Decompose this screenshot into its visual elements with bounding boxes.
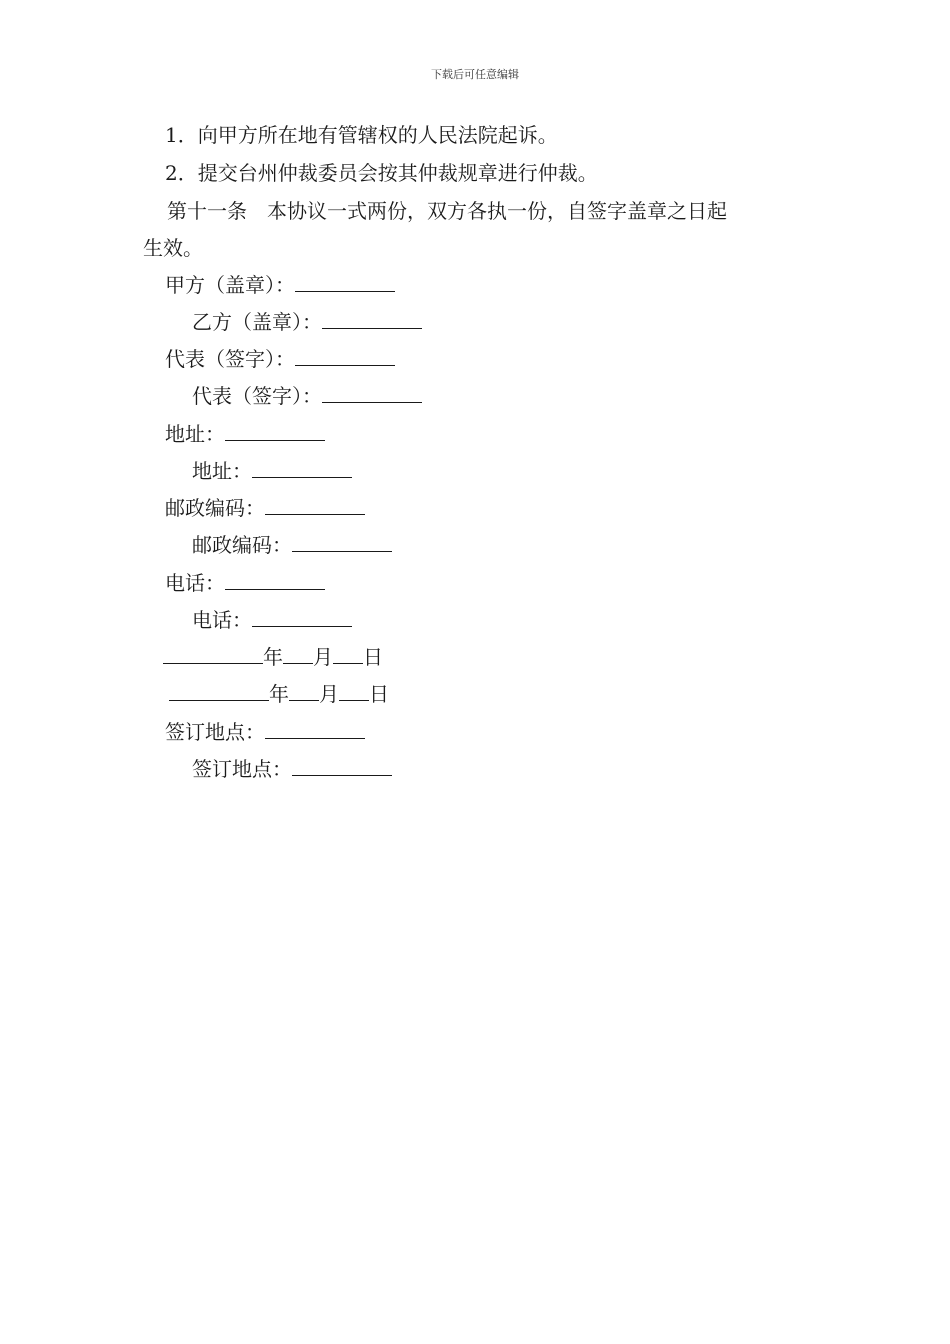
rep-b-sign-blank <box>322 382 422 403</box>
date-b-year-blank <box>169 680 269 701</box>
postcode-a-field <box>165 494 365 521</box>
postcode-b-blank <box>292 531 392 552</box>
postcode-b-label: 邮政编码： <box>192 533 292 557</box>
place-a-blank <box>265 718 365 739</box>
date-a-month-blank <box>283 643 313 664</box>
address-a-blank <box>225 420 325 441</box>
party-b-seal-label: 乙方（盖章）： <box>192 310 322 334</box>
phone-a-field <box>165 569 325 596</box>
article-11-line-2: 生效。 <box>143 236 203 260</box>
date-b-year-label: 年 <box>269 682 289 706</box>
address-b-blank <box>252 457 352 478</box>
date-a-day-label: 日 <box>363 645 383 669</box>
clause-item-2: 2．提交台州仲裁委员会按其仲裁规章进行仲裁。 <box>165 161 598 185</box>
date-a-year-label: 年 <box>263 645 283 669</box>
party-b-seal-blank <box>322 308 422 329</box>
address-b-field <box>192 457 352 484</box>
party-a-seal-blank <box>295 271 395 292</box>
rep-b-sign-label: 代表（签字）： <box>192 384 322 408</box>
postcode-b-field <box>192 531 392 558</box>
clause-item-1: 1．向甲方所在地有管辖权的人民法院起诉。 <box>165 123 558 147</box>
article-11-line-1: 第十一条 本协议一式两份，双方各执一份，自签字盖章之日起 <box>167 199 727 223</box>
date-b-day-label: 日 <box>369 682 389 706</box>
date-a-field <box>163 643 383 670</box>
date-a-month-label: 月 <box>313 645 333 669</box>
postcode-a-blank <box>265 494 365 515</box>
rep-a-sign-blank <box>295 345 395 366</box>
rep-b-sign-field <box>192 382 422 409</box>
phone-b-blank <box>252 606 352 627</box>
party-a-seal-label: 甲方（盖章）： <box>165 273 295 297</box>
party-b-seal-field <box>192 308 422 335</box>
place-b-blank <box>292 755 392 776</box>
phone-b-label: 电话： <box>192 608 252 632</box>
date-b-field <box>169 680 389 707</box>
date-b-day-blank <box>339 680 369 701</box>
date-a-year-blank <box>163 643 263 664</box>
phone-a-blank <box>225 569 325 590</box>
phone-b-field <box>192 606 352 633</box>
date-a-day-blank <box>333 643 363 664</box>
rep-a-sign-field <box>165 345 395 372</box>
place-a-field <box>165 718 365 745</box>
place-a-label: 签订地点： <box>165 720 265 744</box>
postcode-a-label: 邮政编码： <box>165 496 265 520</box>
address-a-label: 地址： <box>165 422 225 446</box>
date-b-month-blank <box>289 680 319 701</box>
page-header-note: 下载后可任意编辑 <box>431 68 519 81</box>
date-b-month-label: 月 <box>319 682 339 706</box>
party-a-seal-field <box>165 271 395 298</box>
rep-a-sign-label: 代表（签字）： <box>165 347 295 371</box>
phone-a-label: 电话： <box>165 571 225 595</box>
address-a-field <box>165 420 325 447</box>
address-b-label: 地址： <box>192 459 252 483</box>
place-b-label: 签订地点： <box>192 757 292 781</box>
place-b-field <box>192 755 392 782</box>
